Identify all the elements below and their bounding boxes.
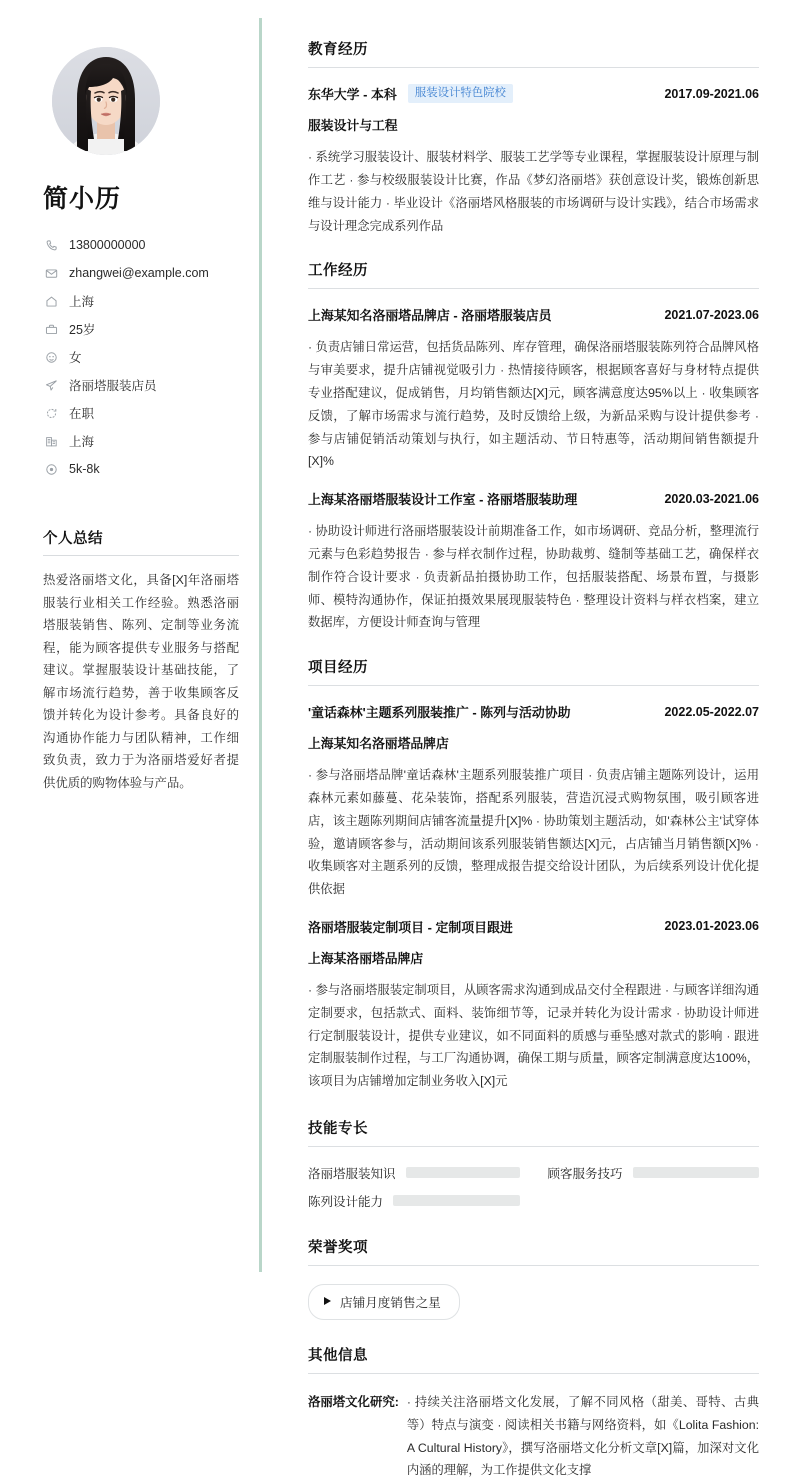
project-entry-header [308,702,759,721]
work-entry [308,473,759,634]
project-date: 2022.05-2022.07 [664,704,759,719]
education-entry-header [308,84,759,103]
phone-icon [43,238,60,252]
work-heading: 工作经历 [308,259,759,289]
skill-progress-track [406,1167,520,1178]
other-item [308,1374,759,1482]
skill-item [308,1164,520,1182]
awards-list [308,1266,759,1320]
target-icon [43,462,60,476]
skill-progress-track [393,1195,519,1206]
sidebar [0,0,262,1290]
education-major: 服装设计与工程 [308,118,398,134]
summary-heading: 个人总结 [43,527,239,556]
city-value: 上海 [69,295,95,309]
award-label: 店铺月度销售之星 [340,1295,441,1310]
education-school-line [308,84,513,103]
contact-list [43,231,236,483]
other-heading: 其他信息 [308,1344,759,1374]
project-description: · 参与洛丽塔品牌'童话森林'主题系列服装推广项目 · 负责店铺主题陈列设计，运用森林元素如藤蔓、花朵装饰，搭配系列服装，营造沉浸式购物氛围，吸引顾客进店，该主题陈列期间店铺客流量提升[X]% · 协助策划主题活动，如'森林公主'试穿体验，邀请顾客参与，活动期间该系列服装销售额达[X]元，占店铺当月销售额[X]% · 收集顾客对主题系列的反馈，整理成报告提交给设计团队，为后续系列设计优化提供依据 [308,768,759,897]
work-entry-header [308,489,759,508]
projects-heading: 项目经历 [308,656,759,686]
work-date: 2020.03-2021.06 [664,491,759,506]
project-name: '童话森林'主题系列服装推广 - 陈列与活动协助 [308,705,571,721]
skill-item [308,1192,520,1210]
work-section [308,259,759,634]
work-entry-header [308,305,759,324]
contact-gender [43,343,236,371]
work-date: 2021.07-2023.06 [664,307,759,322]
awards-section [308,1236,759,1320]
avatar-photo [52,47,160,155]
paper-plane-icon [43,378,60,392]
phone-value: 13800000000 [69,238,146,252]
project-entry [308,686,759,901]
age-value: 25岁 [69,323,96,337]
refresh-icon [43,406,60,420]
skills-heading: 技能专长 [308,1117,759,1147]
work-description: · 协助设计师进行洛丽塔服装设计前期准备工作，如市场调研、竞品分析，整理流行元素与色彩趋势报告 · 参与样衣制作过程，协助裁剪、缝制等基础工艺，确保样衣制作符合设计要求 · 负责新品拍摄协助工作，包括服装搭配、场景布置，与摄影师、模特沟通协作，保证拍摄效果展现服装特色 · 整理设计资料与样衣档案，建立数据库，方便设计师查询与管理 [308,524,759,630]
home-icon [43,294,60,308]
face-icon [43,350,60,364]
contact-age [43,315,236,343]
person-name: 简小历 [43,185,122,213]
work-company: 上海某知名洛丽塔品牌店 - 洛丽塔服装店员 [308,308,552,324]
project-description: · 参与洛丽塔服装定制项目，从顾客需求沟通到成品交付全程跟进 · 与顾客详细沟通定制要求，包括款式、面料、装饰细节等，记录并转化为设计需求 · 协助设计师进行定制服装设计，提供专业建议，如不同面料的质感与垂坠感对款式的影响 · 跟进定制服装制作过程，与工厂沟通协调，确保工期与质量，顾客定制满意度达100%，该项目为店铺增加定制业务收入[X]元 [308,982,759,1089]
briefcase-icon [43,322,60,336]
education-description: · 系统学习服装设计、服装材料学、服装工艺学等专业课程，掌握服装设计原理与制作工艺 · 参与校级服装设计比赛，作品《梦幻洛丽塔》获创意设计奖，锻炼创新思维与设计能力 · 毕业设计《洛丽塔风格服装的市场调研与设计实践》，结合市场需求与设计理念完成系列作品 [308,150,759,233]
education-section [308,38,759,237]
education-heading: 教育经历 [308,38,759,68]
email-value: zhangwei@example.com [69,266,209,280]
work-company: 上海某洛丽塔服装设计工作室 - 洛丽塔服装助理 [308,492,578,508]
skill-item [548,1164,760,1182]
skills-section [308,1117,759,1210]
skill-progress-track [633,1167,759,1178]
location-value: 上海 [69,435,95,449]
contact-salary [43,455,236,483]
contact-position [43,371,236,399]
project-date: 2023.01-2023.06 [664,919,759,934]
contact-email [43,259,236,287]
project-entry-header [308,917,759,936]
awards-heading: 荣誉奖项 [308,1236,759,1266]
education-tag-badge: 服装设计特色院校 [408,84,513,103]
play-triangle-icon [324,1297,331,1305]
other-label: 洛丽塔文化研究: [308,1394,399,1409]
projects-section [308,656,759,1093]
main-column [262,0,794,1478]
summary-section [43,527,239,794]
position-value: 洛丽塔服装店员 [69,379,157,393]
building-icon [43,434,60,448]
contact-phone [43,231,236,259]
summary-text: 热爱洛丽塔文化，具备[X]年洛丽塔服装行业相关工作经验。熟悉洛丽塔服装销售、陈列、定制等业务流程，能为顾客提供专业服务与搭配建议。掌握服装设计基础技能，了解市场流行趋势，善于收集顾客反馈并转化为设计参考。具备良好的沟通协作能力与团队精神，工作细致负责，致力于为洛丽塔爱好者提供优质的购物体验与产品。 [43,573,239,790]
contact-location [43,427,236,455]
skill-label: 顾客服务技巧 [547,1166,623,1181]
contact-city [43,287,236,315]
skills-grid [308,1147,759,1210]
other-text: · 持续关注洛丽塔文化发展，了解不同风格（甜美、哥特、古典等）特点与演变 · 阅读相关书籍与网络资料，如《Lolita Fashion: A Cultural History》，撰写洛丽塔文化分析文章[X]篇，加深对文化内涵的理解，为工作提供文化支撑 [406,1394,759,1478]
education-school: 东华大学 - 本科 [308,87,397,103]
gender-value: 女 [69,351,82,365]
vertical-divider [259,18,262,1272]
status-value: 在职 [69,407,95,421]
award-badge[interactable] [308,1284,460,1320]
project-org: 上海某知名洛丽塔品牌店 [308,736,449,752]
envelope-icon [43,266,60,280]
skill-label: 洛丽塔服装知识 [308,1166,396,1181]
salary-value: 5k-8k [69,462,100,476]
project-org: 上海某洛丽塔品牌店 [308,950,424,966]
education-entry [308,68,759,237]
project-name: 洛丽塔服装定制项目 - 定制项目跟进 [308,919,513,935]
project-entry [308,901,759,1093]
skill-label: 陈列设计能力 [308,1194,384,1209]
contact-status [43,399,236,427]
work-entry [308,289,759,473]
other-section [308,1344,759,1482]
avatar [52,47,160,155]
work-description: · 负责店铺日常运营，包括货品陈列、库存管理，确保洛丽塔服装陈列符合品牌风格与审美要求，提升店铺视觉吸引力 · 热情接待顾客，根据顾客喜好与身材特点提供专业搭配建议，促成销售，月均销售额达[X]元，顾客满意度达95%以上 · 收集顾客反馈，了解市场需求与流行趋势，及时反馈给上级，为新品采购与设计提供参考 · 参与店铺促销活动策划与执行，如主题活动、节日特惠等，活动期间销售额提升[X]% [308,340,759,469]
education-date: 2017.09-2021.06 [664,86,759,101]
